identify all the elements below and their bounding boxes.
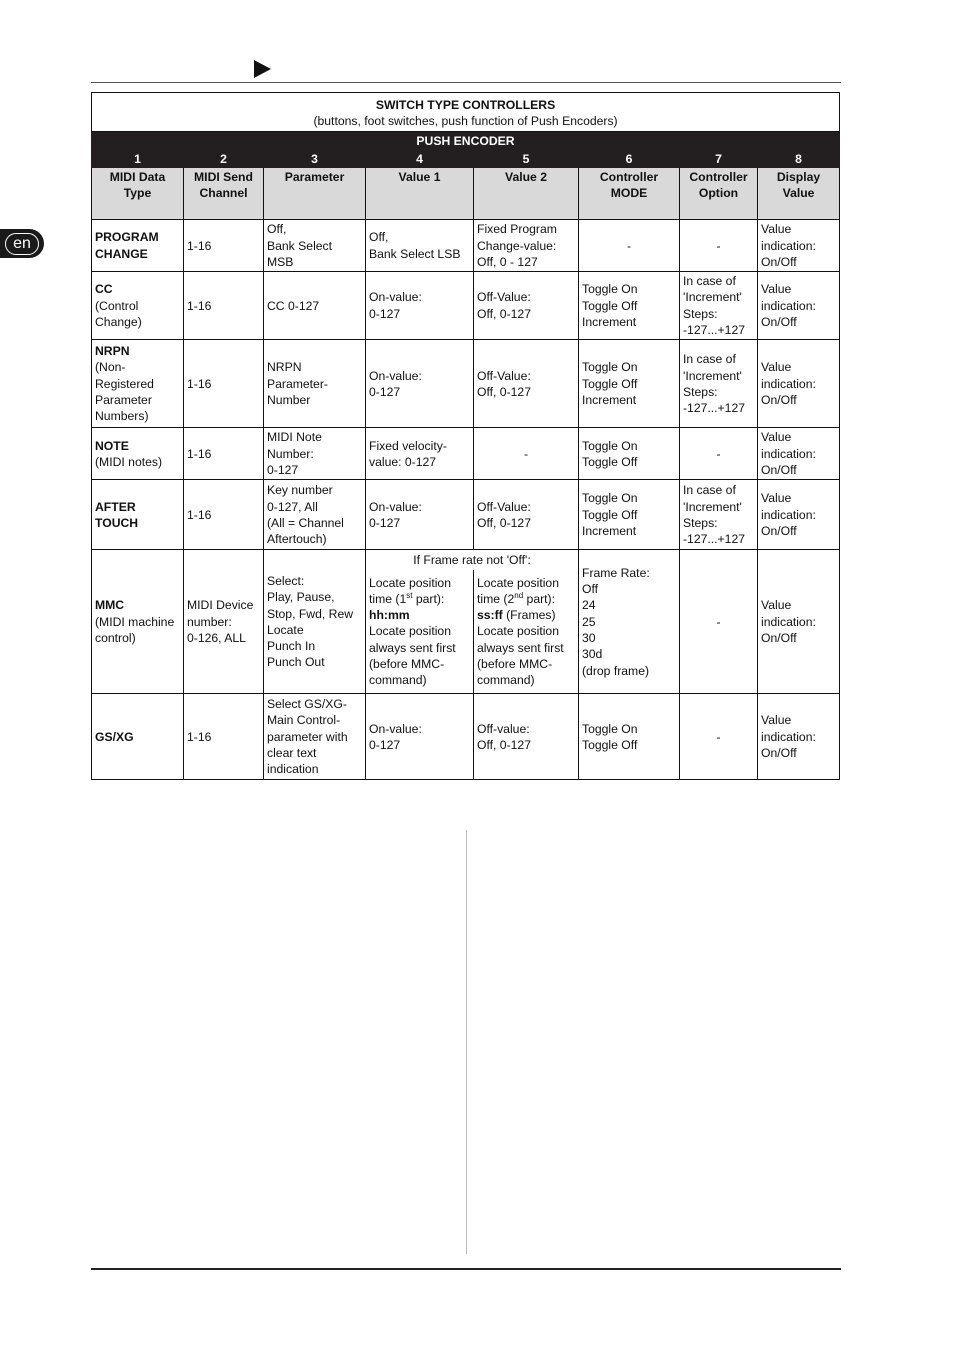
mode-line: Increment — [582, 524, 637, 539]
mmc-value1-sup: st — [406, 590, 413, 600]
type-sub-line: (Non- — [95, 360, 126, 375]
column-header-line: Controller — [599, 170, 659, 185]
mmc-display-line: On/Off — [761, 631, 797, 646]
mmc-parameter-line: Stop, Fwd, Rew — [267, 606, 354, 621]
option-line: -127...+127 — [683, 401, 746, 416]
value1-line: 0-127 — [369, 306, 401, 321]
parameter-line: indication — [267, 762, 319, 777]
column-header-row — [92, 168, 840, 220]
table-subtitle: (buttons, foot switches, push function of Push Encoders) — [313, 114, 618, 129]
display-line: Value — [761, 360, 792, 375]
display-cell — [758, 428, 840, 480]
mmc-mode-line: 30 — [582, 631, 596, 646]
type-sub-line: (Control — [95, 298, 139, 313]
value2-line: Off-Value: — [477, 368, 531, 383]
channel-line: 1-16 — [187, 376, 212, 391]
mmc-mode-line: 24 — [582, 598, 596, 613]
option-line: - — [716, 238, 721, 253]
type-name: NOTE — [95, 438, 129, 453]
option-cell — [680, 428, 758, 480]
column-header-line: MIDI Data — [109, 170, 166, 185]
column-number: 3 — [264, 150, 366, 167]
mmc-value1-line: (before MMC- — [369, 657, 445, 672]
column-header — [579, 168, 680, 220]
column-header-line: Parameter — [284, 170, 345, 185]
mmc-value1-line: Locate position — [369, 624, 451, 639]
mode-line: Toggle Off — [582, 376, 638, 391]
option-line: - — [716, 446, 721, 461]
value2-line: Off-value: — [477, 721, 530, 736]
mode-line: Toggle On — [582, 360, 638, 375]
column-header-line: Option — [698, 186, 739, 201]
column-header — [758, 168, 840, 220]
display-line: On/Off — [761, 746, 797, 761]
option-line: Steps: — [683, 515, 718, 530]
option-line: 'Increment' — [683, 499, 742, 514]
mmc-value1-text: time (1 — [369, 591, 407, 606]
parameter-line: Select GS/XG- — [267, 697, 347, 712]
data-row — [92, 428, 840, 480]
value2-line: Off, 0 - 127 — [477, 254, 538, 269]
type-name: PROGRAM CHANGE — [95, 230, 159, 261]
mode-line: Increment — [582, 314, 637, 329]
type-sub-line: Change) — [95, 314, 142, 329]
table-body — [92, 220, 840, 550]
mmc-value1-text: part): — [412, 591, 445, 606]
parameter-line: clear text — [267, 746, 317, 761]
mode-line: Toggle On — [582, 282, 638, 297]
language-tab — [0, 229, 44, 258]
mmc-parameter-cell — [264, 550, 366, 694]
column-divider — [466, 830, 467, 1254]
mode-cell — [579, 694, 680, 780]
value2-cell — [474, 428, 579, 480]
value2-cell — [474, 480, 579, 550]
value1-line: On-value: — [369, 368, 422, 383]
mmc-value1-bold: hh:mm — [369, 608, 410, 623]
channel-line: 1-16 — [187, 238, 212, 253]
channel-line: 1-16 — [187, 298, 212, 313]
value1-cell — [366, 694, 474, 780]
mmc-parameter-line: Punch In — [267, 639, 316, 654]
option-cell — [680, 272, 758, 340]
column-header — [184, 168, 264, 220]
display-line: On/Off — [761, 393, 797, 408]
mmc-value2-line: Locate position — [477, 575, 559, 590]
column-header-line: Display — [776, 170, 821, 185]
mmc-value2-line — [477, 591, 575, 607]
channel-line: 1-16 — [187, 446, 212, 461]
value2-cell — [474, 694, 579, 780]
display-cell — [758, 480, 840, 550]
value2-line: Fixed Program — [477, 222, 557, 237]
mmc-type-name: MMC — [95, 598, 125, 613]
type-cell — [92, 428, 184, 480]
data-row — [92, 272, 840, 340]
display-line: On/Off — [761, 463, 797, 478]
value1-line: On-value: — [369, 290, 422, 305]
option-line: -127...+127 — [683, 323, 746, 338]
parameter-line: MSB — [267, 254, 294, 269]
value1-cell — [366, 428, 474, 480]
value1-line: On-value: — [369, 499, 422, 514]
parameter-cell — [264, 220, 366, 272]
mmc-mode-line: Frame Rate: — [582, 565, 650, 580]
column-header-line: Type — [123, 186, 152, 201]
mmc-parameter-line: Punch Out — [267, 655, 325, 670]
value2-line: Off, 0-127 — [477, 737, 531, 752]
mmc-type-sub — [95, 614, 180, 647]
type-cell — [92, 694, 184, 780]
mmc-value1-line: always sent first — [369, 640, 456, 655]
mode-line: Toggle Off — [582, 298, 638, 313]
value1-cell — [366, 480, 474, 550]
value2-line: - — [523, 446, 529, 461]
option-cell — [680, 340, 758, 428]
column-number-row — [92, 150, 840, 167]
value1-line: Bank Select LSB — [369, 246, 461, 261]
column-header-line: Controller — [689, 170, 748, 185]
mode-line: Toggle Off — [582, 737, 638, 752]
display-cell — [758, 220, 840, 272]
column-number: 8 — [758, 150, 840, 167]
title-row — [92, 93, 840, 132]
option-line: -127...+127 — [683, 532, 746, 547]
channel-cell — [184, 694, 264, 780]
mode-cell — [579, 220, 680, 272]
mmc-option-line: - — [716, 614, 721, 629]
mode-cell — [579, 428, 680, 480]
parameter-cell — [264, 340, 366, 428]
mode-line: Toggle On — [582, 721, 638, 736]
display-line: Value — [761, 491, 792, 506]
channel-line: 1-16 — [187, 729, 212, 744]
gsxg-section — [92, 694, 840, 780]
parameter-line: Parameter- — [267, 376, 328, 391]
column-header-line: Value — [782, 186, 815, 201]
value1-line: value: 0-127 — [369, 454, 437, 469]
mmc-value2-line: command) — [477, 673, 535, 688]
parameter-line: 0-127 — [267, 463, 299, 478]
mmc-mode-line: Off — [582, 582, 599, 597]
value2-line: Off, 0-127 — [477, 515, 531, 530]
mmc-value2-line: Locate position — [477, 624, 559, 639]
display-line: indication: — [761, 376, 816, 391]
option-line: Steps: — [683, 306, 718, 321]
type-cell — [92, 340, 184, 428]
option-line: In case of — [683, 483, 736, 498]
mmc-value1-line: Locate position — [369, 575, 451, 590]
mmc-value1-cell — [366, 570, 474, 694]
play-triangle-icon — [254, 60, 271, 78]
mmc-display-line: Value — [761, 598, 792, 613]
parameter-line: Number: — [267, 446, 314, 461]
mode-cell — [579, 480, 680, 550]
column-header — [92, 168, 184, 220]
mmc-parameter-line: Play, Pause, — [267, 590, 335, 605]
column-header-line: Value 1 — [398, 170, 441, 185]
mmc-option-cell — [680, 550, 758, 694]
value1-line: Off, — [369, 230, 389, 245]
mmc-mode-cell — [579, 550, 680, 694]
channel-cell — [184, 340, 264, 428]
option-line: 'Increment' — [683, 290, 742, 305]
mmc-value1-line: command) — [369, 673, 427, 688]
column-number: 2 — [184, 150, 264, 167]
bottom-rule — [91, 1268, 841, 1270]
mmc-frame-note: If Frame rate not 'Off': — [366, 550, 579, 570]
display-line: indication: — [761, 238, 816, 253]
value1-line: 0-127 — [369, 515, 401, 530]
display-line: Value — [761, 430, 792, 445]
data-row — [92, 220, 840, 272]
option-cell — [680, 220, 758, 272]
parameter-line: CC 0-127 — [267, 298, 320, 313]
parameter-cell — [264, 480, 366, 550]
value1-cell — [366, 340, 474, 428]
mmc-channel-cell — [184, 550, 264, 694]
display-cell — [758, 694, 840, 780]
parameter-line: Key number — [267, 483, 333, 498]
display-cell — [758, 340, 840, 428]
display-line: Value — [761, 282, 792, 297]
mmc-value2-line: always sent first — [477, 640, 564, 655]
display-line: On/Off — [761, 314, 797, 329]
mmc-mode-line: 25 — [582, 614, 596, 629]
switch-controllers-table-wrap — [91, 92, 839, 780]
channel-cell — [184, 428, 264, 480]
value2-line: Off-Value: — [477, 499, 531, 514]
type-sub-line: Numbers) — [95, 409, 149, 424]
display-line: indication: — [761, 507, 816, 522]
option-cell — [680, 694, 758, 780]
channel-cell — [184, 220, 264, 272]
mmc-value2-sup: nd — [514, 590, 524, 600]
option-cell — [680, 480, 758, 550]
column-header — [366, 168, 474, 220]
section-label: PUSH ENCODER — [92, 131, 840, 150]
display-line: indication: — [761, 298, 816, 313]
mode-line: - — [626, 238, 632, 253]
mode-line: Toggle On — [582, 438, 638, 453]
display-cell — [758, 272, 840, 340]
mmc-channel-line: MIDI Device — [187, 598, 254, 613]
option-line: 'Increment' — [683, 368, 742, 383]
column-number: 7 — [680, 150, 758, 167]
parameter-line: parameter with — [267, 729, 348, 744]
column-header — [264, 168, 366, 220]
type-name: GS/XG — [95, 729, 134, 744]
type-name: NRPN — [95, 344, 130, 359]
mmc-value2-bold: ss:ff — [477, 608, 503, 623]
mmc-display-cell — [758, 550, 840, 694]
value1-cell — [366, 272, 474, 340]
display-line: indication: — [761, 446, 816, 461]
column-number: 1 — [92, 150, 184, 167]
parameter-line: Bank Select — [267, 238, 333, 253]
column-header-line: Channel — [199, 186, 248, 201]
display-line: Value — [761, 713, 792, 728]
type-name: CC — [95, 282, 113, 297]
table-title: SWITCH TYPE CONTROLLERS — [375, 98, 556, 112]
gsxg-row — [92, 694, 840, 780]
value1-line: Fixed velocity- — [369, 438, 447, 453]
column-header-line: Value 2 — [504, 170, 547, 185]
parameter-cell — [264, 694, 366, 780]
mmc-value2-line — [477, 607, 575, 623]
value2-cell — [474, 272, 579, 340]
mmc-channel-line: number: — [187, 614, 232, 629]
mmc-display-line: indication: — [761, 614, 816, 629]
mmc-type-sub-line: (MIDI machine — [95, 614, 175, 629]
value2-cell — [474, 340, 579, 428]
mmc-mode-line: (drop frame) — [582, 663, 650, 678]
column-header-line: MIDI Send — [194, 170, 253, 185]
mode-line: Increment — [582, 393, 637, 408]
mode-line: Toggle Off — [582, 507, 638, 522]
display-line: Value — [761, 222, 792, 237]
mmc-value2-cell — [474, 570, 579, 694]
column-number: 6 — [579, 150, 680, 167]
parameter-line: Number — [267, 393, 311, 408]
top-rule — [91, 82, 841, 83]
channel-cell — [184, 272, 264, 340]
option-line: - — [716, 729, 721, 744]
parameter-line: NRPN — [267, 360, 302, 375]
mmc-value2-text: part): — [523, 591, 555, 606]
display-line: indication: — [761, 729, 816, 744]
language-label: en — [5, 233, 39, 255]
value2-line: Off, 0-127 — [477, 306, 531, 321]
column-number: 5 — [474, 150, 579, 167]
column-number: 4 — [366, 150, 474, 167]
mode-cell — [579, 272, 680, 340]
parameter-line: MIDI Note — [267, 430, 322, 445]
value2-cell — [474, 220, 579, 272]
value1-line: 0-127 — [369, 384, 401, 399]
value1-line: 0-127 — [369, 737, 401, 752]
mmc-value2-text: (Frames) — [502, 608, 556, 623]
parameter-cell — [264, 272, 366, 340]
mmc-type-cell — [92, 550, 184, 694]
parameter-line: Main Control- — [267, 713, 341, 728]
parameter-cell — [264, 428, 366, 480]
column-header-line: MODE — [610, 186, 648, 201]
type-cell — [92, 220, 184, 272]
value2-line: Change-value: — [477, 238, 557, 253]
type-sub-line: Parameter — [95, 393, 152, 408]
mmc-parameter-line: Select: — [267, 573, 305, 588]
column-header — [474, 168, 579, 220]
mmc-parameter-line: Locate — [267, 622, 304, 637]
channel-line: 1-16 — [187, 507, 212, 522]
mmc-type-sub-line: control) — [95, 631, 136, 646]
value1-cell — [366, 220, 474, 272]
mode-line: Toggle On — [582, 491, 638, 506]
option-line: Steps: — [683, 384, 718, 399]
mmc-value1-line — [369, 591, 470, 607]
mmc-note-row — [92, 550, 840, 570]
mmc-value2-line: (before MMC- — [477, 657, 553, 672]
data-row — [92, 480, 840, 550]
value2-line: Off, 0-127 — [477, 384, 531, 399]
section-row — [92, 131, 840, 150]
data-row — [92, 340, 840, 428]
parameter-line: Off, — [267, 222, 287, 237]
switch-controllers-table — [91, 92, 840, 780]
parameter-line: Aftertouch) — [267, 532, 327, 547]
mode-cell — [579, 340, 680, 428]
option-line: In case of — [683, 352, 736, 367]
type-cell — [92, 272, 184, 340]
channel-cell — [184, 480, 264, 550]
mode-line: Toggle Off — [582, 454, 638, 469]
display-line: On/Off — [761, 524, 797, 539]
type-sub-line: (MIDI notes) — [95, 454, 163, 469]
parameter-line: (All = Channel — [267, 515, 344, 530]
value2-line: Off-Value: — [477, 290, 531, 305]
parameter-line: 0-127, All — [267, 499, 318, 514]
option-line: In case of — [683, 274, 736, 289]
type-sub-line: Registered — [95, 376, 154, 391]
mmc-section — [92, 550, 840, 694]
mmc-channel-line: 0-126, ALL — [187, 631, 246, 646]
table-title-cell — [92, 93, 840, 132]
column-header — [680, 168, 758, 220]
mmc-value2-text: time (2 — [477, 591, 515, 606]
display-line: On/Off — [761, 254, 797, 269]
type-cell — [92, 480, 184, 550]
type-name: AFTER TOUCH — [95, 499, 139, 530]
mmc-mode-line: 30d — [582, 647, 603, 662]
value1-line: On-value: — [369, 721, 422, 736]
